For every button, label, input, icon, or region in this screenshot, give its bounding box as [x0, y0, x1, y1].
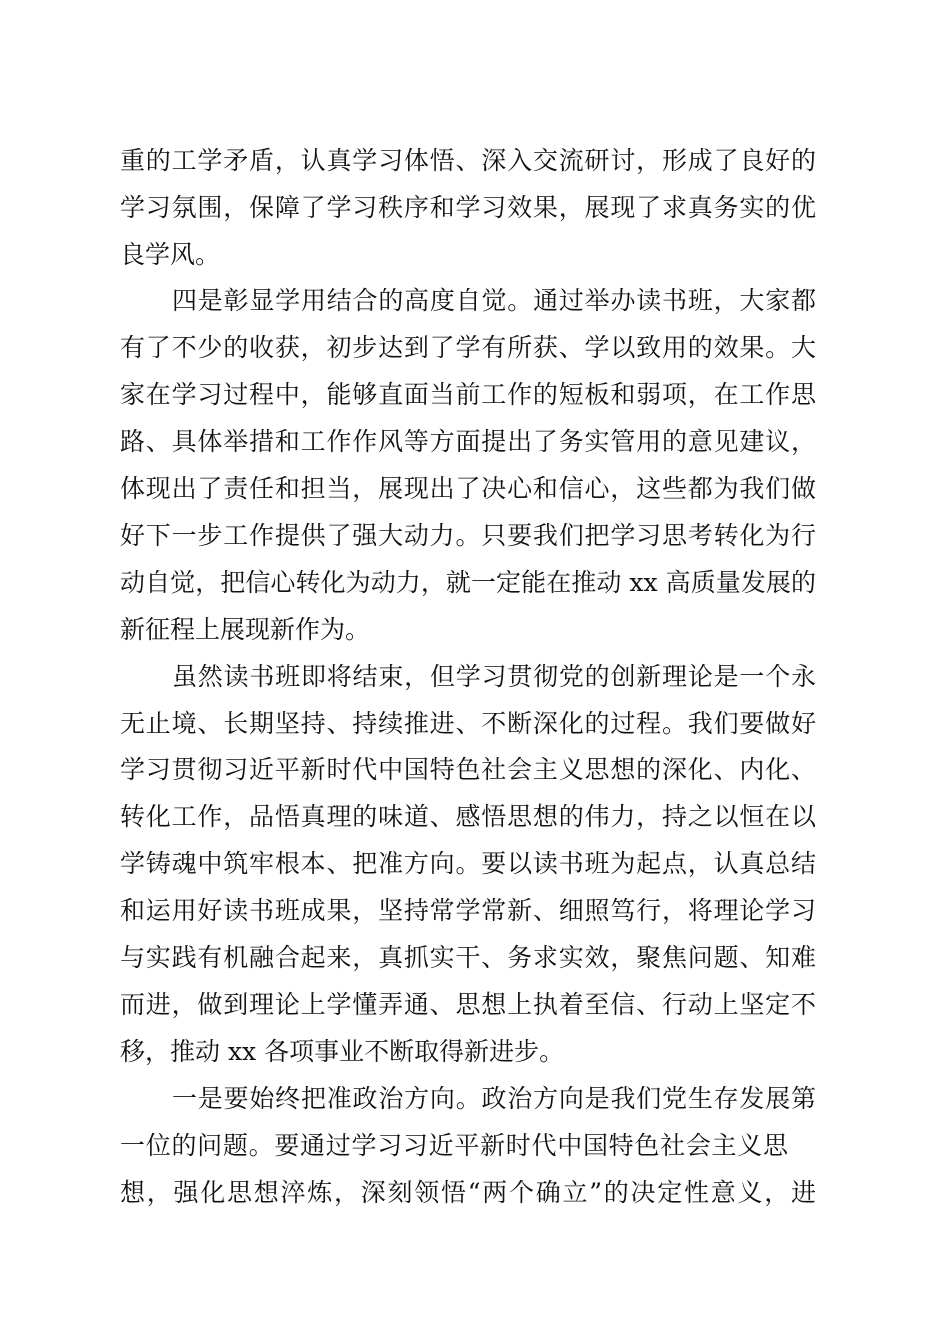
text-line: 学铸魂中筑牢根本、把准方向。要以读书班为起点，认真总结 [120, 849, 816, 878]
text-line: 四是彰显学用结合的高度自觉。通过举办读书班，大家都 [172, 286, 816, 315]
text-line: 学习贯彻习近平新时代中国特色社会主义思想的深化、内化、 [120, 755, 816, 784]
text-line: 无止境、长期坚持、持续推进、不断深化的过程。我们要做好 [120, 709, 816, 738]
text-line: 好下一步工作提供了强大动力。只要我们把学习思考转化为行 [120, 521, 816, 550]
text-line: 家在学习过程中，能够直面当前工作的短板和弱项，在工作思 [120, 380, 816, 409]
text-line: 一是要始终把准政治方向。政治方向是我们党生存发展第 [172, 1084, 816, 1113]
text-line: 转化工作，品悟真理的味道、感悟思想的伟力，持之以恒在以 [120, 802, 816, 831]
text-line: 和运用好读书班成果，坚持常学常新、细照笃行，将理论学习 [120, 896, 816, 925]
text-line: 良学风。 [120, 240, 221, 269]
text-line: 与实践有机融合起来，真抓实干、务求实效，聚焦问题、知难 [120, 943, 816, 972]
text-line: 虽然读书班即将结束，但学习贯彻党的创新理论是一个永 [172, 662, 816, 691]
text-line: 移，推动 xx 各项事业不断取得新进步。 [120, 1037, 565, 1066]
text-line: 而进，做到理论上学懂弄通、思想上执着至信、行动上坚定不 [120, 990, 816, 1019]
text-line: 想，强化思想淬炼，深刻领悟“两个确立”的决定性意义，进 [120, 1178, 816, 1207]
text-line: 一位的问题。要通过学习习近平新时代中国特色社会主义思 [120, 1131, 788, 1160]
text-line: 重的工学矛盾，认真学习体悟、深入交流研讨，形成了良好的 [120, 146, 816, 175]
text-line: 学习氛围，保障了学习秩序和学习效果，展现了求真务实的优 [120, 193, 816, 222]
text-line: 有了不少的收获，初步达到了学有所获、学以致用的效果。大 [120, 333, 816, 362]
text-line: 路、具体举措和工作作风等方面提出了务实管用的意见建议， [120, 427, 816, 456]
text-line: 动自觉，把信心转化为动力，就一定能在推动 xx 高质量发展的 [120, 568, 816, 597]
text-line: 体现出了责任和担当，展现出了决心和信心，这些都为我们做 [120, 474, 816, 503]
text-line: 新征程上展现新作为。 [120, 615, 371, 644]
